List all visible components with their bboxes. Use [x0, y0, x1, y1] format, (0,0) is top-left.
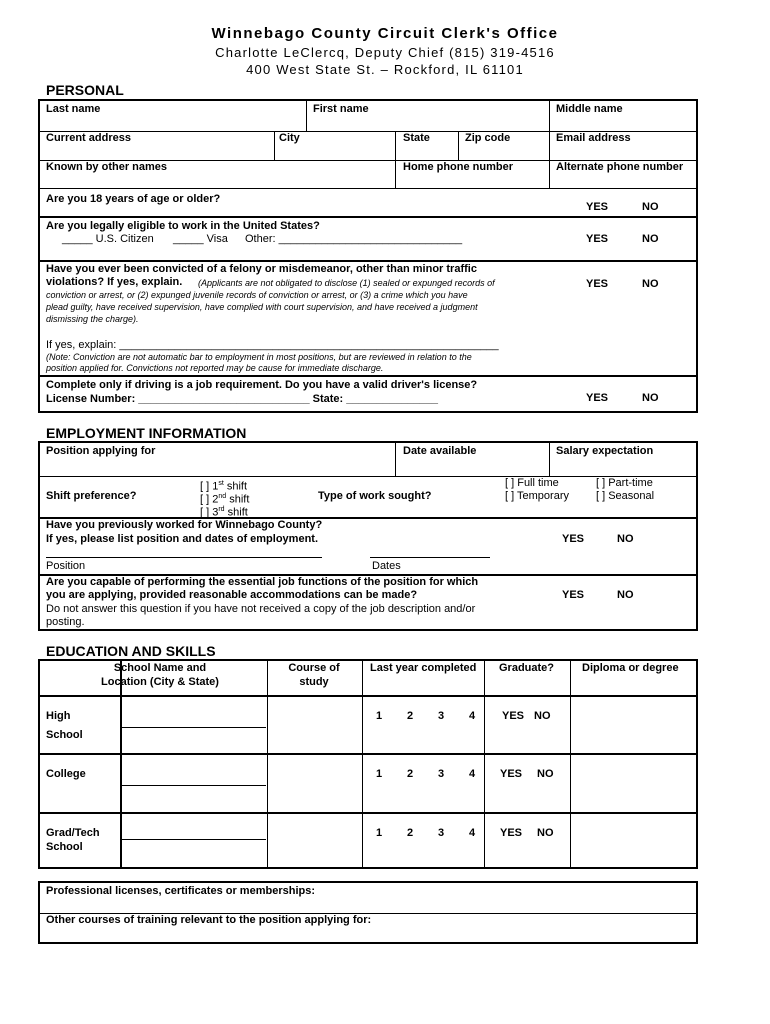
high-no[interactable]: NO — [534, 710, 551, 722]
capable-question-2: you are applying, provided reasonable accommodations can be made? — [46, 589, 418, 601]
capable-note-2: posting. — [46, 616, 85, 628]
current-address-label: Current address — [46, 132, 131, 144]
position-underline[interactable] — [46, 557, 322, 558]
capable-question: Are you capable of performing the essential job functions of the position for which — [46, 576, 479, 588]
felony-explain-field[interactable]: If yes, explain: ______________________________________________________________ — [46, 339, 499, 351]
seasonal-checkbox[interactable]: [ ] Seasonal — [596, 490, 655, 502]
col-graduate: Graduate? — [499, 662, 555, 674]
temporary-checkbox[interactable]: [ ] Temporary — [505, 490, 569, 502]
full-time-checkbox[interactable]: [ ] Full time — [505, 477, 559, 489]
college-yes[interactable]: YES — [500, 768, 523, 780]
felony-question: Have you ever been convicted of a felony or misdemeanor, other than minor traffic — [46, 263, 477, 275]
gradtech-yes[interactable]: YES — [500, 827, 523, 839]
date-available-label: Date available — [403, 445, 477, 457]
felony-yes[interactable]: YES — [586, 278, 609, 290]
felony-note: dismissing the charge). — [46, 314, 139, 324]
college-year-1[interactable]: 1 — [376, 768, 383, 780]
high-school-name-line[interactable] — [121, 727, 266, 728]
employment-heading: EMPLOYMENT INFORMATION — [46, 425, 247, 441]
type-work-label: Type of work sought? — [318, 490, 432, 502]
last-name-label: Last name — [46, 103, 101, 115]
felony-question-2: violations? If yes, explain. — [46, 276, 183, 288]
gradtech-year-3[interactable]: 3 — [438, 827, 445, 839]
previous-work-no[interactable]: NO — [617, 533, 634, 545]
felony-note: (Applicants are not obligated to disclose (1) sealed or expunged records of — [198, 278, 495, 288]
other-option[interactable]: Other: ______________________________ — [245, 233, 463, 245]
high-year-3[interactable]: 3 — [438, 710, 445, 722]
capable-no[interactable]: NO — [617, 589, 634, 601]
felony-note: plead guilty, have received supervision, have complied with court supervision, and have received a judgment — [46, 302, 478, 312]
salary-label: Salary expectation — [556, 445, 654, 457]
education-table — [38, 659, 698, 869]
gradtech-year-4[interactable]: 4 — [469, 827, 476, 839]
known-by-label: Known by other names — [46, 161, 168, 173]
eligible-yes[interactable]: YES — [586, 233, 609, 245]
gradtech-no[interactable]: NO — [537, 827, 554, 839]
shift-2-checkbox[interactable]: [ ] 2nd shift — [200, 493, 250, 506]
eligible-question: Are you legally eligible to work in the United States? — [46, 220, 320, 232]
email-label: Email address — [556, 132, 631, 144]
gradtech-name-line[interactable] — [121, 839, 266, 840]
citizen-option[interactable]: _____ U.S. Citizen — [62, 233, 154, 245]
eligible-no[interactable]: NO — [642, 233, 659, 245]
alt-phone-label: Alternate phone number — [556, 161, 684, 173]
first-name-label: First name — [313, 103, 369, 115]
high-year-1[interactable]: 1 — [376, 710, 383, 722]
gradtech-year-2[interactable]: 2 — [407, 827, 414, 839]
college-no[interactable]: NO — [537, 768, 554, 780]
row-label-college: College — [46, 768, 86, 780]
high-year-4[interactable]: 4 — [469, 710, 476, 722]
personal-heading: PERSONAL — [46, 82, 124, 98]
driving-question: Complete only if driving is a job requirement. Do you have a valid driver's license? — [46, 379, 478, 391]
row-label-high-2: School — [46, 729, 83, 741]
other-courses-label: Other courses of training relevant to the position applying for: — [46, 914, 372, 926]
education-heading: EDUCATION AND SKILLS — [46, 643, 216, 659]
shift-3-checkbox[interactable]: [ ] 3rd shift — [200, 506, 248, 519]
driving-yes[interactable]: YES — [586, 392, 609, 404]
college-year-2[interactable]: 2 — [407, 768, 414, 780]
city-label: City — [279, 132, 300, 144]
felony-note: conviction or arrest, or (2) expunged juvenile records of conviction or arrest, or (3) a crime which you have — [46, 290, 468, 300]
age-question: Are you 18 years of age or older? — [46, 193, 221, 205]
position-caption: Position — [46, 560, 86, 572]
row-label-high: High — [46, 710, 71, 722]
college-year-4[interactable]: 4 — [469, 768, 476, 780]
col-diploma: Diploma or degree — [582, 662, 679, 674]
dates-underline[interactable] — [370, 557, 490, 558]
shift-preference-label: Shift preference? — [46, 490, 137, 502]
age-yes[interactable]: YES — [586, 201, 609, 213]
capable-yes[interactable]: YES — [562, 589, 585, 601]
college-year-3[interactable]: 3 — [438, 768, 445, 780]
middle-name-label: Middle name — [556, 103, 623, 115]
row-label-gradtech: Grad/Tech — [46, 827, 100, 839]
address-line: 400 West State St. – Rockford, IL 61101 — [246, 62, 524, 77]
felony-no[interactable]: NO — [642, 278, 659, 290]
previous-work-instruction: If yes, please list position and dates of employment. — [46, 533, 319, 545]
previous-work-yes[interactable]: YES — [562, 533, 585, 545]
part-time-checkbox[interactable]: [ ] Part-time — [596, 477, 653, 489]
conviction-note: position applied for. Convictions not reported may be cause for immediate discharge. — [46, 363, 384, 373]
licenses-label: Professional licenses, certificates or memberships: — [46, 885, 316, 897]
visa-option[interactable]: _____ Visa — [173, 233, 228, 245]
shift-1-checkbox[interactable]: [ ] 1st shift — [200, 480, 248, 493]
capable-note: Do not answer this question if you have not received a copy of the job description and/or — [46, 603, 476, 615]
age-no[interactable]: NO — [642, 201, 659, 213]
position-label: Position applying for — [46, 445, 156, 457]
state-label: State — [403, 132, 430, 144]
gradtech-year-1[interactable]: 1 — [376, 827, 383, 839]
col-last-year: Last year completed — [370, 662, 477, 674]
home-phone-label: Home phone number — [403, 161, 514, 173]
high-yes[interactable]: YES — [502, 710, 525, 722]
college-name-line[interactable] — [121, 785, 266, 786]
contact-line: Charlotte LeClercq, Deputy Chief (815) 319-4516 — [215, 45, 555, 60]
page-title: Winnebago County Circuit Clerk's Office — [211, 25, 559, 42]
license-field[interactable]: License Number: ____________________________ State: _______________ — [46, 393, 439, 405]
conviction-note: (Note: Conviction are not automatic bar to employment in most positions, but are reviewed in relation to the — [46, 352, 472, 362]
row-label-gradtech-2: School — [46, 841, 83, 853]
driving-no[interactable]: NO — [642, 392, 659, 404]
zip-label: Zip code — [465, 132, 511, 144]
dates-caption: Dates — [372, 560, 401, 572]
previous-work-question: Have you previously worked for Winnebago County? — [46, 519, 323, 531]
high-year-2[interactable]: 2 — [407, 710, 414, 722]
